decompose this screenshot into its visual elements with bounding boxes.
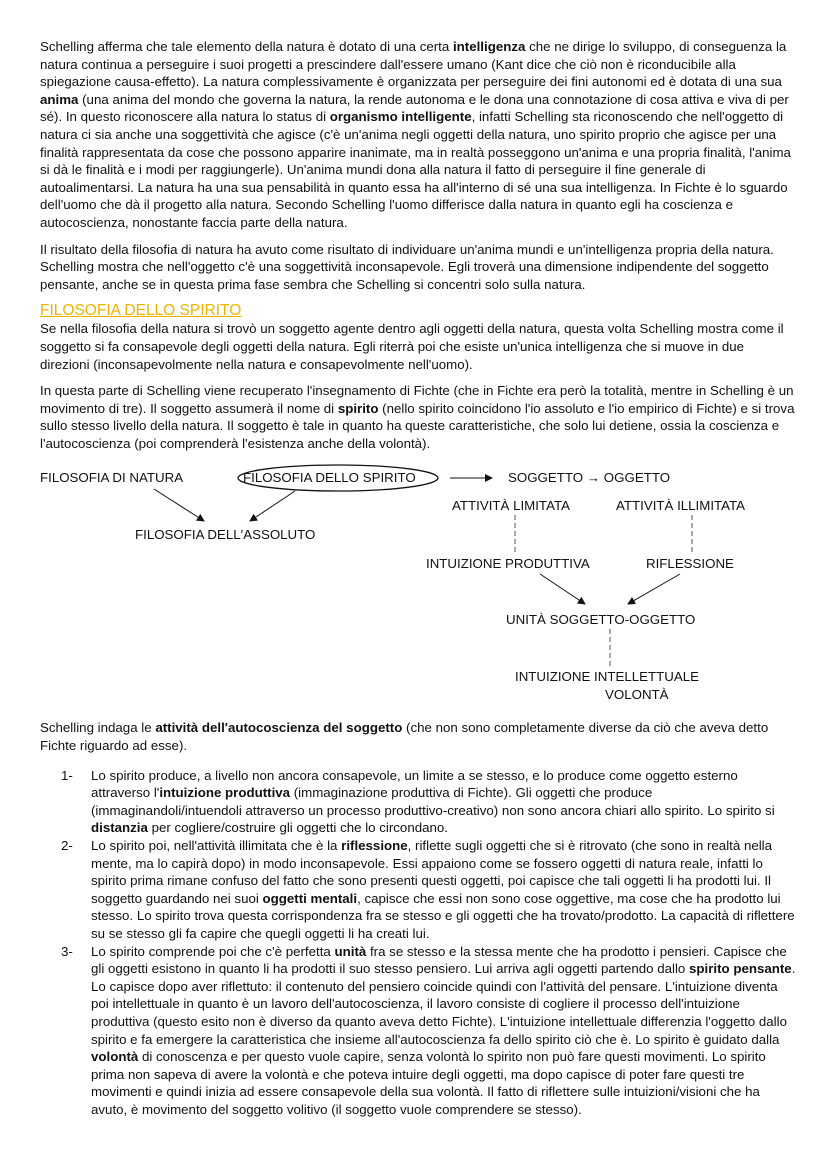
activity-item-2 bbox=[40, 837, 796, 943]
label-attivita-illimitata: ATTIVITÀ ILLIMITATA bbox=[616, 498, 746, 514]
text-run: . Lo capisce dopo aver riflettuto: il contenuto del pensiero coincide quindi con l'attività del pensare. L'intuizione diventa poi intellettuale in quanto è un lavoro dell'autocoscienza, il lavoro consiste di cogliere il processo dell'intuizione produttiva (questo esito non è diverso da quanto aveva detto Fichte). L'intuizione intellettuale differenzia l'oggetto dallo spirito e fa emergere la caratteristica che insieme all'autocoscienza fa dello spirito ciò che è. Lo spirito è guidato dalla bbox=[91, 961, 796, 1047]
text-run: che ne dirige lo sviluppo, di conseguenza la natura continua a perseguire i suoi progetti a prescindere dall'essere umano (Kant dice che ciò non è riconducibile alla spiegazione causa-effetto). La natura complessivamente è organizzata per perseguire dei fini autonomi ed è dotata di una sua bbox=[40, 39, 787, 90]
activities-list bbox=[40, 767, 796, 1119]
bold-term: oggetti mentali bbox=[262, 890, 358, 906]
text-run: (immaginazione produttiva di Fichte). Gli oggetti che produce (immaginandoli/intuendoli attraverso un processo produttivo-creativo) non sono ancora chiari allo spirito. Lo spirito si bbox=[91, 785, 775, 818]
item-number: 3- bbox=[61, 943, 73, 959]
label-riflessione: RIFLESSIONE bbox=[646, 556, 734, 572]
text-run: Lo spirito poi, nell'attività illimitata che è la bbox=[91, 838, 342, 854]
document-page bbox=[40, 38, 796, 1119]
label-filosofia-spirito: FILOSOFIA DELLO SPIRITO bbox=[243, 470, 416, 486]
arrow-rifl-to-unita bbox=[628, 574, 680, 604]
section-heading: FILOSOFIA DELLO SPIRITO bbox=[40, 302, 242, 320]
text-run: Lo spirito produce, a livello non ancora consapevole, un limite a se stesso, e lo produce come oggetto esterno attraverso l' bbox=[91, 767, 738, 801]
label-soggetto-oggetto: SOGGETTO → OGGETTO bbox=[508, 470, 671, 486]
activity-item-3 bbox=[40, 943, 796, 1119]
text-run: di conoscenza e per questo vuole capire, senza volontà lo spirito non può fare questi movimenti. Lo spirito prima non sapeva di avere la volontà e che poteva intuire degli oggetti, ma dopo capisce di poter fare questi tre movimenti e quindi inizia ad essere consapevole della sua volontà. Il fatto di riflettere sulle intuizioni/visioni che ha avuto, è movimento del soggetto volitivo (il soggetto vuole comprendere se stesso). bbox=[91, 1049, 766, 1117]
text-run: Schelling afferma che tale elemento della natura è dotato di una certa bbox=[40, 39, 453, 54]
item-number: 2- bbox=[61, 838, 73, 854]
bold-term: intelligenza bbox=[452, 39, 526, 54]
concept-diagram bbox=[40, 461, 796, 711]
bold-term: anima bbox=[40, 91, 79, 107]
text-run: Schelling indaga le bbox=[40, 720, 156, 736]
item-text bbox=[91, 838, 795, 941]
bold-term: unità bbox=[334, 943, 367, 959]
bold-term: spirito bbox=[337, 400, 379, 416]
bold-term: intuizione produttiva bbox=[159, 785, 291, 801]
activities-intro bbox=[40, 719, 796, 754]
text-run: Lo spirito comprende poi che c'è perfetta bbox=[91, 943, 335, 959]
text-run: fra se stesso e la stessa mente che ha prodotto i pensieri. Capisce che gli oggetti esistono in quanto li ha prodotti il suo stesso pensiero. Lui arriva agli oggetti partendo dallo bbox=[91, 943, 787, 977]
arrow-nat-to-assoluto bbox=[154, 489, 204, 521]
arrow-spirit-to-assoluto bbox=[250, 491, 295, 521]
text-run: (una anima del mondo che governa la natura, la rende autonoma e le dona una connotazione di cosa attiva e viva di per sé). In questo riconoscere alla natura lo status di bbox=[40, 91, 789, 125]
bold-term: distanzia bbox=[91, 820, 148, 836]
intro-paragraph-1 bbox=[40, 38, 796, 232]
text-run: , capisce che essi non sono cose oggettive, ma cose che ha prodotto lui stesso. Lo spirito trova questa corrispondenza fra se stesso e gli oggetti che ha trovato/prodotto. La capacità di riflettere su se stesso gli fa capire che quegli oggetti li ha creati lui. bbox=[91, 890, 795, 941]
label-attivita-limitata: ATTIVITÀ LIMITATA bbox=[452, 498, 570, 514]
bold-term: organismo intelligente bbox=[329, 109, 472, 125]
label-unita-soggetto-oggetto: UNITÀ SOGGETTO-OGGETTO bbox=[506, 612, 696, 628]
text-run: Se nella filosofia della natura si trovò un soggetto agente dentro agli oggetti della natura, questa volta Schelling mostra come il soggetto si fa consapevole degli oggetti della natura. Egli riterrà poi che esiste un'unica intelligenza che si muove in due direzioni (inconsapevolmente nella natura e consapevolmente nell'uomo). bbox=[40, 321, 784, 372]
text-run: (che non sono completamente diverse da ciò che aveva detto Fichte riguardo ad esse). bbox=[40, 720, 769, 754]
item-text bbox=[91, 768, 775, 836]
label-filosofia-natura: FILOSOFIA DI NATURA bbox=[40, 470, 184, 486]
arrow-prod-to-unita bbox=[540, 574, 585, 604]
text-run: In questa parte di Schelling viene recuperato l'insegnamento di Fichte (che in Fichte era però la totalità, mentre in Schelling è un movimento di tre). Il soggetto assumerà il nome di bbox=[40, 383, 794, 416]
label-volonta: VOLONTÀ bbox=[605, 687, 669, 703]
label-intuizione-produttiva: INTUIZIONE PRODUTTIVA bbox=[426, 556, 590, 572]
label-filosofia-assoluto: FILOSOFIA DELL'ASSOLUTO bbox=[135, 527, 316, 543]
text-run: per cogliere/costruire gli oggetti che lo circondano. bbox=[147, 820, 448, 836]
text-run: , riflette sugli oggetti che si è ritrovato (che sono in realtà nella mente, ma lo capirà dopo) in modo inconsapevole. Essi appaiono come se fossero oggetti di natura reale, infatti lo spirito prima rimane confuso del fatto che sono presenti questi oggetti, poi capisce che tali oggetti li ha prodotti lui. Il soggetto guardando nei suoi bbox=[91, 838, 773, 906]
text-run: , infatti Schelling sta riconoscendo che nell'oggetto di natura ci sia anche una soggettività che agisce (c'è un'anima negli oggetti della natura, uno spirito proprio che agisce per una finalità rappresentata da cose che possono apparire inanimate, ma in realtà posseggono un'anima e una propria finalità, l'anima si dà le finalità e i modi per raggiungerle). Un'anima mundi dona alla natura il fatto di perseguire il fine generale di autoalimentarsi. La natura ha una sua pensabilità in quanto essa ha all'interno di sé una sua intelligenza. In Fichte è lo sguardo dell'uomo che dà il progetto alla natura. Secondo Schelling l'uomo differisce dalla natura in quanto egli ha coscienza e autocoscienza, nonostante faccia parte della natura. bbox=[40, 109, 791, 230]
label-intuizione-intellettuale: INTUIZIONE INTELLETTUALE bbox=[515, 669, 699, 685]
activity-item-1 bbox=[40, 767, 796, 837]
bold-term: volontà bbox=[91, 1049, 139, 1065]
text-run: (nello spirito coincidono l'io assoluto e l'io empirico di Fichte) e si trova sullo stesso livello della natura. Il soggetto è tale in quanto ha queste caratteristiche, che solo lui detiene, ossia la coscienza e l'autocoscienza (poi comprenderà l'esistenza anche della volontà). bbox=[40, 400, 795, 451]
intro-paragraph-2 bbox=[40, 241, 796, 294]
bold-term: spirito pensante bbox=[689, 961, 792, 977]
item-number: 1- bbox=[61, 767, 73, 783]
bold-term: attività dell'autocoscienza del soggetto bbox=[155, 720, 403, 736]
section-paragraph-2 bbox=[40, 382, 796, 452]
text-run: Il risultato della filosofia di natura ha avuto come risultato di individuare un'anima mundi e un'intelligenza propria della natura. Schelling mostra che nell'oggetto c'è una soggettività inconsapevole. Egli troverà una dimensione indipendente del soggetto pensante, anche se in questa prima fase sembra che Schelling si concentri solo sulla natura. bbox=[40, 241, 774, 292]
item-text bbox=[91, 944, 795, 1117]
section-paragraph-1 bbox=[40, 320, 796, 373]
bold-term: riflessione bbox=[341, 838, 408, 854]
